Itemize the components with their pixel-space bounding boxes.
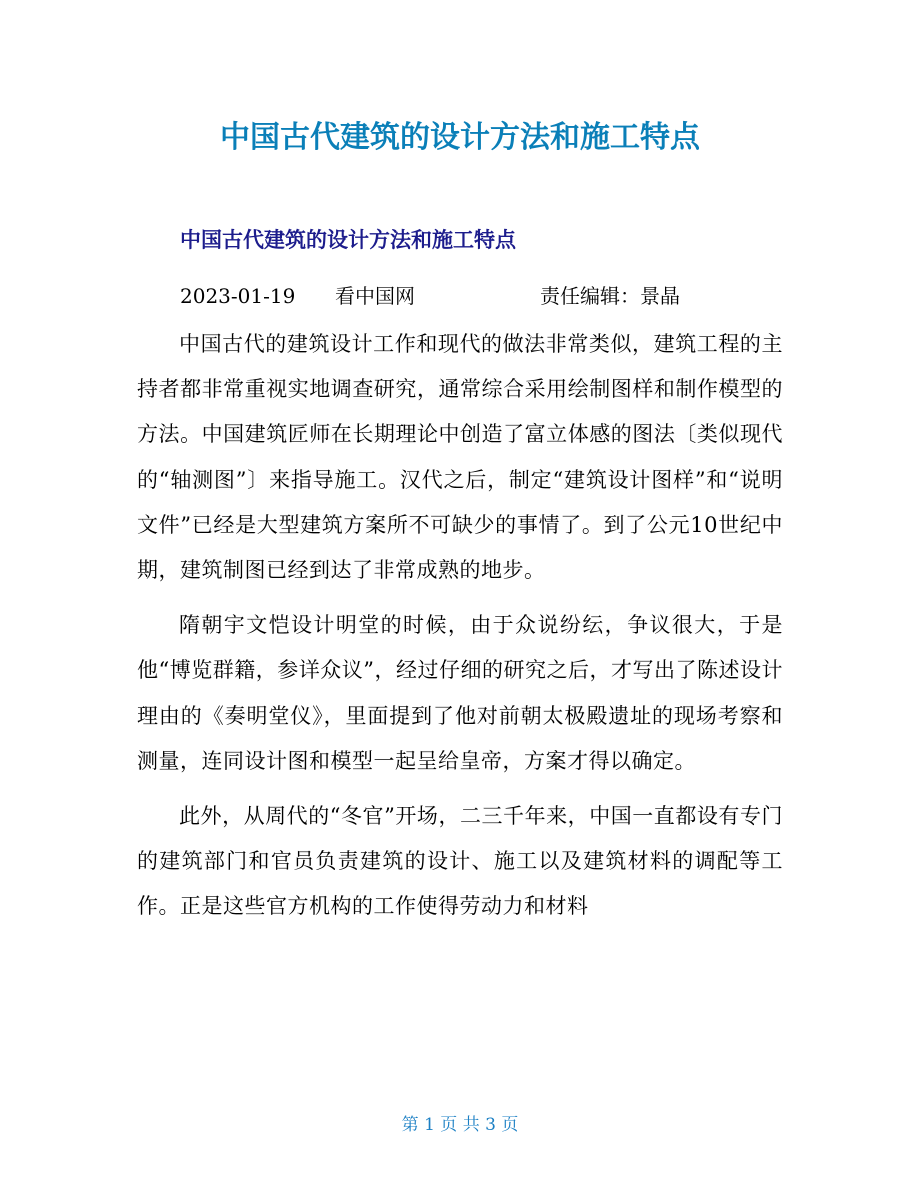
paragraph: 隋朝宇文恺设计明堂的时候，由于众说纷纭，争议很大，于是他“博览群籍，参详众议”，经过仔细的研究之后，才写出了陈述设计理由的《奏明堂仪》，里面提到了他对前朝太极殿遗址的现场考察和测量，连同设计图和模型一起呈给皇帝，方案才得以确定。 bbox=[137, 613, 783, 773]
article-meta bbox=[180, 280, 680, 312]
page-title: 中国古代建筑的设计方法和施工特点 bbox=[220, 120, 700, 155]
editor-credit: 责任编辑：景晶 bbox=[540, 284, 680, 308]
paragraph: 此外，从周代的“冬官”开场，二三千年来，中国一直都设有专门的建筑部门和官员负责建筑的设计、施工以及建筑材料的调配等工作。正是这些官方机构的工作使得劳动力和材料 bbox=[137, 804, 783, 919]
paragraph: 中国古代的建筑设计工作和现代的做法非常类似，建筑工程的主持者都非常重视实地调查研究，通常综合采用绘制图样和制作模型的方法。中国建筑匠师在长期理论中创造了富立体感的图法〔类似现代的“轴测图”〕来指导施工。汉代之后，制定“建筑设计图样”和“说明文件”已经是大型建筑方案所不可缺少的事情了。到了公元10世纪中期，建筑制图已经到达了非常成熟的地步。 bbox=[137, 332, 783, 583]
article-subtitle: 中国古代建筑的设计方法和施工特点 bbox=[180, 228, 516, 252]
article-body bbox=[137, 322, 783, 940]
page-number: 第 1 页 共 3 页 bbox=[401, 1115, 519, 1135]
source-name: 看中国网 bbox=[335, 284, 415, 308]
publish-date: 2023-01-19 bbox=[180, 284, 296, 308]
